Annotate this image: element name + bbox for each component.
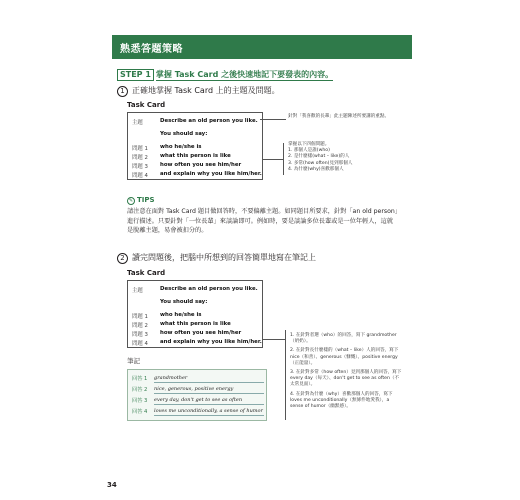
page-number: 34	[107, 481, 117, 489]
row-label: 問題 4	[132, 173, 148, 179]
notes-row	[132, 386, 234, 393]
questions-intro: 掌握以下四個問題。	[288, 142, 330, 147]
step1-heading	[117, 69, 333, 81]
notes-row-label: 回答 4	[132, 409, 148, 415]
answer-note: 2. 在針對長什麼樣的（what – like）人的回答，寫下 nice（和善）、generous（慷慨）、positive energy（正能量）。	[290, 348, 399, 366]
side-note-questions	[288, 142, 400, 173]
row-text: what this person is like	[160, 153, 231, 159]
row-label: 問題 2	[132, 155, 148, 161]
step1-text: 掌握 Task Card 之後快速地記下要發表的內容。	[155, 70, 334, 79]
q2-heading	[117, 252, 316, 264]
notes-row-text: grandmother	[154, 375, 264, 383]
row-text: who he/she is	[160, 144, 202, 150]
section-title: 熟悉答題策略	[120, 44, 183, 55]
row-label: 問題 4	[132, 341, 148, 347]
notes-row	[132, 375, 188, 382]
row-text: and explain why you like him/her.	[160, 339, 262, 345]
task-card-1	[127, 112, 263, 180]
step1-badge: STEP 1	[117, 69, 154, 81]
notes-row-text: nice, generous, positive energy	[154, 386, 264, 394]
row-text: how often you see him/her	[160, 330, 242, 336]
question-note: 3. 多常(how often)見到那個人	[288, 160, 353, 166]
question-note: 2. 是什麼樣(what – like)的人	[288, 154, 350, 160]
q1-text: 正確地掌握 Task Card 上的主題及問題。	[132, 86, 280, 95]
answer-notes	[290, 333, 402, 410]
q2-number: 2	[117, 253, 128, 264]
row-text: and explain why you like him/her.	[160, 171, 262, 177]
leader-line	[260, 119, 286, 120]
task-card-2	[127, 280, 263, 348]
notes-row	[132, 408, 263, 415]
row-label: 問題 1	[132, 146, 148, 152]
row-text: how often you see him/her	[160, 162, 242, 168]
task-card-1-title: Task Card	[127, 101, 166, 109]
q1-number: 1	[117, 86, 128, 97]
tips-body: 請注意在面對 Task Card 題目做回答時，不要偏離主題。如同題目所要求，針對「an old person」進行描述。只要針對「一位長輩」來談論即可。例如時，要是談論多位長輩或是一位年輕人，這就是脫離主題，易會被扣分的。	[127, 208, 398, 234]
topic-text: Describe an old person you like.	[160, 286, 258, 292]
topic-label: 主題	[132, 288, 143, 294]
notes-row-label: 回答 3	[132, 398, 148, 404]
notes-label: 筆記	[127, 357, 140, 365]
answer-note: 3. 在針對多常（how often）見到那個人的回答，寫下 every day（每天）、don't get to see as often（不太常見面）。	[290, 370, 402, 388]
notes-row-label: 回答 2	[132, 387, 148, 393]
should-say-text: You should say:	[160, 131, 208, 137]
q2-text: 讀完問題後，把腦中所想到的回答簡單地寫在筆記上	[132, 253, 316, 262]
question-note: 4. 為什麼(why)喜歡那個人	[288, 166, 344, 172]
tips-title: TIPS	[137, 196, 155, 204]
section-header	[112, 35, 412, 59]
row-label: 問題 3	[132, 332, 148, 338]
row-label: 問題 1	[132, 314, 148, 320]
answer-note: 4. 在針對為什麼（why）喜歡那個人的回答，寫下 loves me unconditionally（無條件地愛我），a sense of humor（幽默感）。	[290, 391, 393, 410]
topic-text: Describe an old person you like.	[160, 118, 258, 124]
notes-row-label: 回答 1	[132, 376, 148, 382]
row-label: 問題 2	[132, 323, 148, 329]
question-note: 1. 那個人是誰(who)	[288, 148, 330, 154]
row-text: what this person is like	[160, 321, 231, 327]
row-text: who he/she is	[160, 312, 202, 318]
notes-row-text: every day, don't get to see as often	[154, 397, 264, 405]
bracket	[285, 330, 286, 420]
notes-row	[132, 397, 243, 404]
leader-line	[262, 159, 284, 160]
tips-heading	[127, 196, 155, 205]
notes-row-text: loves me unconditionally, a sense of humor	[154, 408, 263, 414]
side-note-topic: 針對「我喜歡的長輩」此主題陳述所要講的重點。	[288, 114, 390, 119]
topic-label: 主題	[132, 120, 143, 126]
q1-heading	[117, 85, 280, 97]
answer-note: 1. 在針對者選（who）的回答，寫下 grandmother（奶奶）。	[290, 333, 397, 345]
row-label: 問題 3	[132, 164, 148, 170]
should-say-text: You should say:	[160, 299, 208, 305]
notes-box	[127, 369, 267, 421]
tips-icon: ✎	[128, 198, 134, 204]
task-card-2-title: Task Card	[127, 269, 166, 277]
leader-line	[262, 339, 286, 340]
